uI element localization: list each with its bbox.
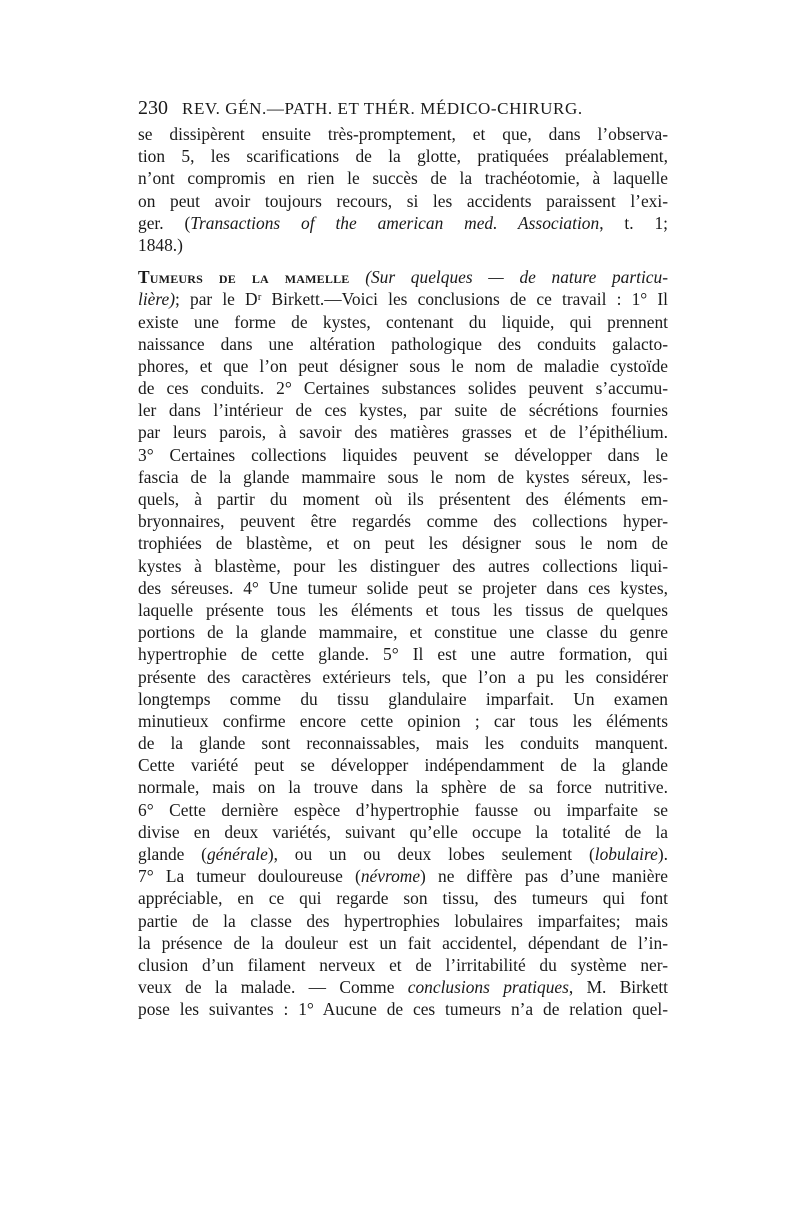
text-line: appréciable, en ce qui regarde son tissu, des tumeurs qui font <box>138 888 668 909</box>
text-segment: 7° La tumeur douloureuse ( <box>138 866 361 887</box>
section-heading: Tumeurs de la mamelle <box>138 267 350 288</box>
text-line <box>138 266 668 288</box>
text-line: ler dans l’intérieur de ces kystes, par suite de sécrétions fournies <box>138 400 668 421</box>
text-line: partie de la classe des hypertrophies lobulaires imparfaites; mais <box>138 910 668 931</box>
text-segment: ), ou un ou deux lobes seulement ( <box>267 844 595 864</box>
text-line: la présence de la douleur est un fait accidentel, dépendant de l’in- <box>138 932 668 953</box>
text-line: des séreuses. 4° Une tumeur solide peut se projeter dans ces kystes, <box>138 577 668 598</box>
text-line: minutieux confirme encore cette opinion ; car tous les éléments <box>138 710 668 731</box>
text-line: portions de la glande mammaire, et constitue une classe du genre <box>138 622 668 643</box>
subtitle-italic: (Sur quelques — de nature particu- <box>365 267 668 288</box>
text-line: n’ont compromis en rien le succès de la trachéotomie, à laquelle <box>138 168 668 189</box>
text-segment: glande ( <box>138 844 207 864</box>
text-line: existe une forme de kystes, contenant du liquide, qui prennent <box>138 311 668 332</box>
journal-page <box>138 97 668 1021</box>
text-line: se dissipèrent ensuite très-promptement, et que, dans l’observa- <box>138 124 668 144</box>
paragraph-tracheotomy <box>138 123 668 256</box>
text-line <box>138 212 668 234</box>
text-segment: , t. 1; <box>599 212 669 233</box>
body-text <box>138 123 668 1021</box>
text-line: de ces conduits. 2° Certaines substances solides peuvent s’accumu- <box>138 378 668 399</box>
italic-term: générale <box>206 844 268 864</box>
text-line: clusion d’un filament nerveux et de l’irritabilité du système ner- <box>138 954 668 975</box>
text-line <box>138 288 668 310</box>
text-line: kystes à blastème, pour les distinguer des autres collections liqui- <box>138 555 668 576</box>
running-header <box>138 97 668 123</box>
text-line: fascia de la glande mammaire sous le nom de kystes séreux, les- <box>138 466 668 487</box>
text-line: quels, à partir du moment où ils présentent des éléments em- <box>138 489 668 509</box>
text-line: Cette variété peut se développer indépendamment de la glande <box>138 755 668 776</box>
text-line: 6° Cette dernière espèce d’hypertrophie fausse ou imparfaite se <box>138 799 668 820</box>
subtitle-italic: lière) <box>138 289 176 310</box>
text-segment: veux de la malade. — Comme <box>138 977 408 998</box>
text-line: naissance dans une altération pathologique des conduits galacto- <box>138 333 668 354</box>
italic-term: névrome <box>360 866 421 887</box>
text-line: bryonnaires, peuvent être regardés comme des collections hyper- <box>138 511 668 532</box>
page-number: 230 <box>138 97 168 119</box>
paragraph-mamelle <box>138 266 668 1020</box>
text-line: tion 5, les scarifications de la glotte, pratiquées préalablement, <box>138 146 668 167</box>
text-line: 3° Certaines collections liquides peuvent se développer dans le <box>138 444 668 465</box>
text-segment: ger. ( <box>138 212 191 233</box>
text-line: phores, et que l’on peut désigner sous le nom de maladie cystoïde <box>138 355 668 376</box>
text-line: par leurs parois, à savoir des matières grasses et de l’épithélium. <box>138 422 668 443</box>
text-segment: , M. Birkett <box>568 977 668 998</box>
text-line: normale, mais on la trouve dans la sphère de sa force nutritive. <box>138 777 668 798</box>
text-segment: ) ne diffère pas d’une manière <box>420 866 669 887</box>
text-segment: ). <box>657 844 668 864</box>
journal-citation: Transactions of the american med. Association <box>190 212 600 233</box>
italic-term: conclusions pratiques <box>407 977 569 998</box>
text-line <box>138 976 668 998</box>
text-line <box>138 865 668 887</box>
text-line <box>138 843 668 865</box>
text-line: on peut avoir toujours recours, si les accidents paraissent l’exi- <box>138 190 668 211</box>
text-line: présente des caractères extérieurs tels, que l’on a pu les considérer <box>138 666 668 687</box>
running-title: REV. GÉN.—PATH. ET THÉR. MÉDICO-CHIRURG. <box>182 99 583 118</box>
text-line: laquelle présente tous les éléments et tous les tissus de quelques <box>138 599 668 620</box>
text-line: 1848.) <box>138 234 183 255</box>
text-line: pose les suivantes : 1° Aucune de ces tumeurs n’a de relation quel- <box>138 999 668 1020</box>
text-line: de la glande sont reconnaissables, mais les conduits manquent. <box>138 733 668 754</box>
text-line: longtemps comme du tissu glandulaire imparfait. Un examen <box>138 688 668 709</box>
text-line: divise en deux variétés, suivant qu’elle occupe la totalité de la <box>138 821 668 842</box>
text-line: hypertrophie de cette glande. 5° Il est une autre formation, qui <box>138 644 668 665</box>
text-segment: ; par le Dʳ Birkett.—Voici les conclusions de ce travail : 1° Il <box>175 289 668 310</box>
italic-term: lobulaire <box>594 844 658 864</box>
text-line: trophiées de blastème, et on peut les désigner sous le nom de <box>138 533 668 554</box>
